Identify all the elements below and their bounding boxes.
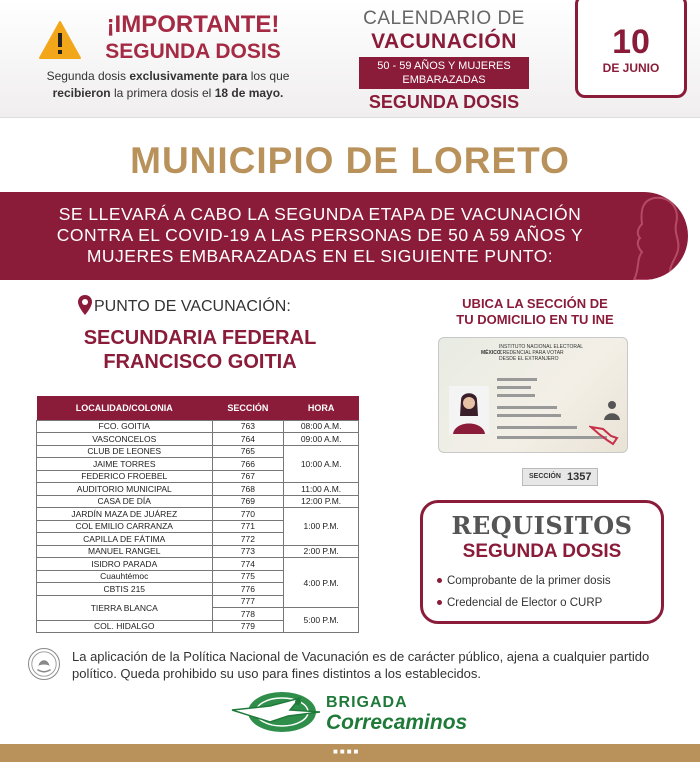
- date-day: 10: [612, 23, 650, 61]
- twitter-icon[interactable]: ■: [339, 747, 347, 756]
- ubica-line2: TU DOMICILIO EN TU INE: [456, 312, 614, 327]
- table-row: MANUEL RANGEL 773 2:00 P.M.: [37, 545, 359, 558]
- col-hora: HORA: [284, 396, 359, 420]
- social-icons: [333, 747, 360, 756]
- requisitos-box: [420, 500, 664, 624]
- facebook-icon[interactable]: ■: [333, 747, 340, 756]
- footer-bar: [0, 744, 700, 762]
- table-row: AUDITORIO MUNICIPAL 768 11:00 A.M.: [37, 483, 359, 496]
- seccion-value: 1357: [567, 471, 592, 483]
- table-row: CLUB DE LEONES 765 10:00 A.M.: [37, 445, 359, 458]
- punto-label: PUNTO DE VACUNACIÓN:: [94, 298, 291, 315]
- ubica-seccion-title: [430, 296, 640, 328]
- table-row: 778 5:00 P.M.: [37, 608, 359, 621]
- instagram-icon[interactable]: ■: [346, 747, 354, 756]
- seccion-label: SECCIÓN: [529, 473, 561, 480]
- ine-card-image: [438, 337, 628, 453]
- important-subtitle: SEGUNDA DOSIS: [105, 40, 281, 63]
- requisitos-title: REQUISITOS: [451, 511, 633, 540]
- warning-icon: [38, 20, 82, 60]
- ubica-line1: UBICA LA SECCIÓN DE: [462, 296, 608, 311]
- location-pin-icon: [78, 295, 92, 315]
- ine-small-photo: [603, 398, 621, 420]
- table-row: JARDÍN MAZA DE JUÁREZ 770 1:00 P.M.: [37, 508, 359, 521]
- table-row: COL. HIDALGO 779: [37, 620, 359, 633]
- youtube-icon[interactable]: ■: [353, 747, 361, 756]
- important-title: ¡IMPORTANTE!: [106, 11, 280, 38]
- table-row: ISIDRO PARADA 774 4:00 P.M.: [37, 558, 359, 571]
- calendar-box: 50 - 59 AÑOS Y MUJERES EMBARAZADAS: [359, 57, 529, 89]
- important-text: Segunda dosis exclusivamente para los que recibieron la primera dosis el 18 de mayo.: [46, 69, 290, 100]
- col-localidad: LOCALIDAD/COLONIA: [37, 396, 213, 420]
- table-row: VASCONCELOS 764 09:00 A.M.: [37, 433, 359, 446]
- announcement-banner: [0, 192, 688, 280]
- calendar-title: [346, 8, 542, 113]
- calendar-line3: SEGUNDA DOSIS: [368, 92, 520, 112]
- woman-silhouette-icon: [614, 194, 684, 280]
- mexico-seal-icon: [28, 648, 60, 680]
- school-line2: FRANCISCO GOITIA: [103, 351, 297, 373]
- brigada-correcaminos-logo-icon: [230, 688, 326, 734]
- banner-text: SE LLEVARÁ A CABO LA SEGUNDA ETAPA DE VACUNACIÓN CONTRA EL COVID-19 A LAS PERSONAS DE 50 A 59 AÑOS Y MUJERES EMBARAZADAS EN EL SIGUIENTE PUNTO:: [56, 204, 584, 266]
- table-row: COL EMILIO CARRANZA 771: [37, 520, 359, 533]
- calendar-line2: VACUNACIÓN: [371, 30, 517, 53]
- legal-notice: La aplicación de la Política Nacional de Vacunación es de carácter público, ajena a cualquier partido político. Queda prohibido su uso para fines distintos a los establecidos.: [72, 649, 650, 681]
- calendar-line1: CALENDARIO DE: [363, 8, 525, 29]
- municipio-title: MUNICIPIO DE LORETO: [130, 140, 570, 181]
- col-seccion: SECCIÓN: [212, 396, 284, 420]
- date-month: DE JUNIO: [602, 61, 660, 75]
- bullet-icon: [437, 578, 442, 583]
- school-name: [40, 326, 360, 374]
- ine-header: MÉXICO INSTITUTO NACIONAL ELECTORAL CREDENCIAL PARA VOTAR DESDE EL EXTRANJERO: [481, 344, 584, 362]
- ine-mexico-map: [589, 424, 619, 446]
- requisito-item: Comprobante de la primer dosis: [437, 575, 611, 587]
- table-row: FCO. GOITIA 763 08:00 A.M.: [37, 420, 359, 433]
- ine-photo: [449, 386, 489, 434]
- table-header-row: [37, 396, 359, 420]
- correcaminos-label: Correcaminos: [326, 711, 468, 734]
- table-row: CBTIS 215 776: [37, 583, 359, 596]
- table-row: CASA DE DÍA 769 12:00 P.M.: [37, 495, 359, 508]
- schedule-table: [36, 396, 359, 633]
- table-row: FEDERICO FROEBEL 767: [37, 470, 359, 483]
- date-badge: [575, 0, 687, 98]
- table-row: JAIME TORRES 766: [37, 458, 359, 471]
- seccion-strip: [522, 468, 598, 486]
- brigada-label: BRIGADA: [326, 694, 408, 711]
- table-row: Cuauhtémoc 775: [37, 570, 359, 583]
- requisitos-subtitle: SEGUNDA DOSIS: [462, 541, 622, 562]
- bullet-icon: [437, 600, 442, 605]
- header: [0, 0, 700, 118]
- table-row: TIERRA BLANCA 777: [37, 595, 359, 608]
- school-line1: SECUNDARIA FEDERAL: [83, 327, 317, 349]
- table-row: CAPILLA DE FÁTIMA 772: [37, 533, 359, 546]
- requisito-item: Credencial de Elector o CURP: [437, 597, 602, 609]
